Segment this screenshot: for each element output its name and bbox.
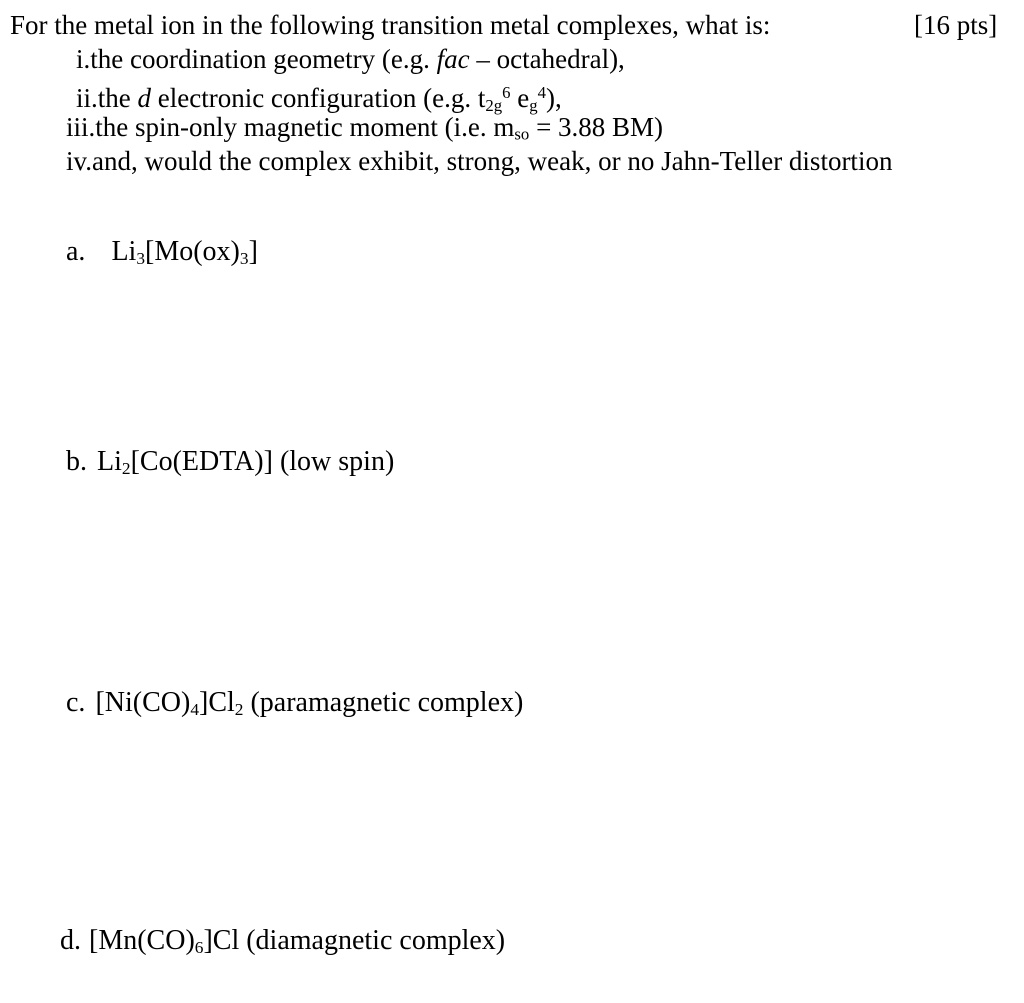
subpart-iv: iv.and, would the complex exhibit, strong, weak, or no Jahn-Teller distortion	[66, 146, 893, 176]
subpart-i-prefix: i.the coordination geometry (e.g.	[76, 44, 437, 74]
formula-a-sub2: 3	[239, 248, 249, 268]
subpart-ii-prefix: ii.the	[76, 83, 138, 114]
question-c-label: c.	[66, 687, 86, 718]
formula-c-part2: ]Cl	[199, 687, 235, 718]
question-d-label: d.	[60, 925, 81, 956]
formula-b-sub1: 2	[121, 458, 131, 478]
subpart-ii-d: d	[137, 83, 151, 114]
e-superscript: 4	[537, 83, 546, 102]
question-a	[66, 235, 258, 276]
subpart-i-suffix: – octahedral),	[469, 44, 625, 74]
subpart-i-example: fac	[436, 44, 470, 74]
subpart-iii-prefix: iii.the spin-only magnetic moment (i.e. m	[66, 112, 515, 142]
formula-c-part1: [Ni(CO)	[95, 687, 191, 718]
subpart-iii-suffix: = 3.88 BM)	[529, 112, 664, 142]
m-subscript: so	[514, 124, 530, 144]
question-a-label: a.	[66, 236, 86, 267]
question-prompt: For the metal ion in the following transition metal complexes, what is:	[10, 10, 771, 40]
formula-a-part3: ]	[248, 236, 258, 267]
formula-c-sub1: 4	[190, 699, 199, 719]
points-value: [16 pts]	[914, 10, 998, 40]
subpart-ii-suffix: ),	[545, 83, 562, 114]
question-d	[60, 924, 505, 965]
formula-d-part1: [Mn(CO)	[89, 925, 195, 956]
formula-d-sub1: 6	[194, 937, 204, 957]
t-superscript: 6	[502, 83, 511, 102]
subpart-i	[76, 43, 625, 75]
question-b	[66, 445, 394, 486]
formula-c-sub2: 2	[234, 699, 244, 719]
formula-a-sub1: 3	[136, 248, 146, 268]
formula-b-part2: [Co(EDTA)] (low spin)	[130, 446, 395, 477]
e-base: e	[510, 83, 530, 114]
formula-c-part3: (paramagnetic complex)	[243, 687, 524, 718]
subpart-ii-middle: electronic configuration (e.g. t	[151, 83, 486, 114]
t-subscript: 2g	[485, 95, 503, 115]
formula-a-part2: [Mo(ox)	[145, 236, 240, 267]
question-c	[66, 686, 523, 727]
e-subscript: g	[529, 95, 538, 115]
formula-a-part1: Li	[111, 236, 137, 267]
formula-b-part1: Li	[97, 446, 122, 477]
question-b-label: b.	[66, 446, 87, 477]
formula-d-part2: ]Cl (diamagnetic complex)	[203, 925, 506, 956]
